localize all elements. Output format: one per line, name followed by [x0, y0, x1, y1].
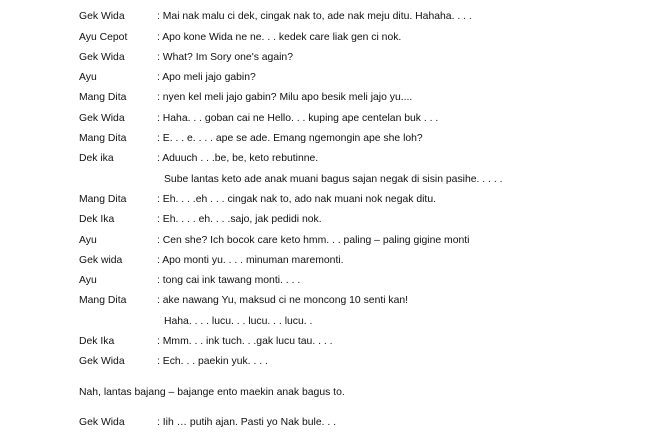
dialogue-line [0, 28, 650, 48]
speaker-name: Ayu [79, 72, 97, 84]
dialogue-text: : Apo meli jajo gabin? [157, 72, 256, 84]
speaker-name: Dek Ika [79, 214, 115, 226]
dialogue-line [0, 352, 650, 372]
paragraph-gap [0, 403, 650, 413]
speaker-name: Mang Dita [79, 133, 127, 145]
paragraph-gap [0, 373, 650, 383]
narration-text: Nah, lantas bajang – bajange ento maekin anak bagus to. [79, 386, 345, 398]
dialogue-line [0, 190, 650, 210]
speaker-name: Dek Ika [79, 336, 115, 348]
dialogue-text: Sube lantas keto ade anak muani bagus sajan negak di sisin pasihe. . . . . [164, 173, 503, 185]
dialogue-text: : ake nawang Yu, maksud ci ne moncong 10 senti kan! [157, 295, 409, 307]
dialogue-text: : nyen kel meli jajo gabin? Milu apo besik meli jajo yu.... [157, 92, 413, 104]
speaker-name: Mang Dita [79, 92, 127, 104]
dialogue-line [0, 7, 650, 27]
dialogue-text: : Mmm. . . ink tuch. . .gak lucu tau. . . . [157, 336, 333, 348]
speaker-name: Mang Dita [79, 295, 127, 307]
dialogue-line [0, 109, 650, 129]
dialogue-text: : Eh. . . . eh. . . .sajo, jak pedidi nok. [157, 214, 322, 226]
dialogue-line [0, 0, 650, 7]
speaker-name: Ayu Cepot [79, 31, 128, 43]
dialogue-text: : Iih … putih ajan. Pasti yo Nak bule. . . [157, 416, 337, 428]
dialogue-text: : E. . . e. . . . ape se ade. Emang ngemongin ape she loh? [157, 133, 423, 145]
dialogue-text: : What? Im Sory one's again? [157, 51, 293, 63]
dialogue-line [0, 291, 650, 311]
speaker-name: Gek wida [79, 254, 123, 266]
dialogue-line [0, 149, 650, 169]
dialogue-line [0, 271, 650, 291]
dialogue-text: : tong cai ink tawang monti. . . . [157, 275, 301, 287]
speaker-name: Gek Wida [79, 11, 125, 23]
dialogue-continuation-line [0, 170, 650, 190]
dialogue-line [0, 48, 650, 68]
speaker-name: Gek Wida [79, 112, 125, 124]
speaker-name: Ayu [79, 275, 97, 287]
speaker-name: Gek Wida [79, 416, 125, 428]
dialogue-text: : Ech. . . paekin yuk. . . . [157, 356, 268, 368]
dialogue-text: : Cen she? Ich bocok care keto hmm. . . paling – paling gigine monti [157, 234, 470, 246]
dialogue-text: : Mai nak malu ci dek, cingak nak to, ade nak meju ditu. Hahaha. . . . [157, 11, 472, 23]
speaker-name: Ayu [79, 234, 97, 246]
speaker-name: Gek Wida [79, 51, 125, 63]
speaker-name: Mang Dita [79, 193, 127, 205]
dialogue-line [0, 231, 650, 251]
dialogue-line [0, 129, 650, 149]
dialogue-text: : Haha. . . goban cai ne Hello. . . kuping ape centelan buk . . . [157, 112, 439, 124]
dialogue-line [0, 332, 650, 352]
dialogue-line [0, 413, 650, 433]
dialogue-text: : Apo monti yu. . . . minuman maremonti. [157, 254, 344, 266]
speaker-name: Gek Wida [79, 356, 125, 368]
dialogue-text: : Aduuch . . .be, be, keto rebutinne. [157, 153, 319, 165]
speaker-name: Dek ika [79, 153, 114, 165]
dialogue-text: : Apo kone Wida ne ne. . . kedek care liak gen ci nok. [157, 31, 402, 43]
dialogue-continuation-line [0, 312, 650, 332]
dialogue-text: Haha. . . . lucu. . . lucu. . . lucu. . [164, 315, 313, 327]
dialogue-line [0, 68, 650, 88]
dialogue-line [0, 210, 650, 230]
dialogue-line [0, 88, 650, 108]
dialogue-line [0, 251, 650, 271]
dialogue-text: : Eh. . . .eh . . . cingak nak to, ado nak muani nok negak ditu. [157, 193, 436, 205]
